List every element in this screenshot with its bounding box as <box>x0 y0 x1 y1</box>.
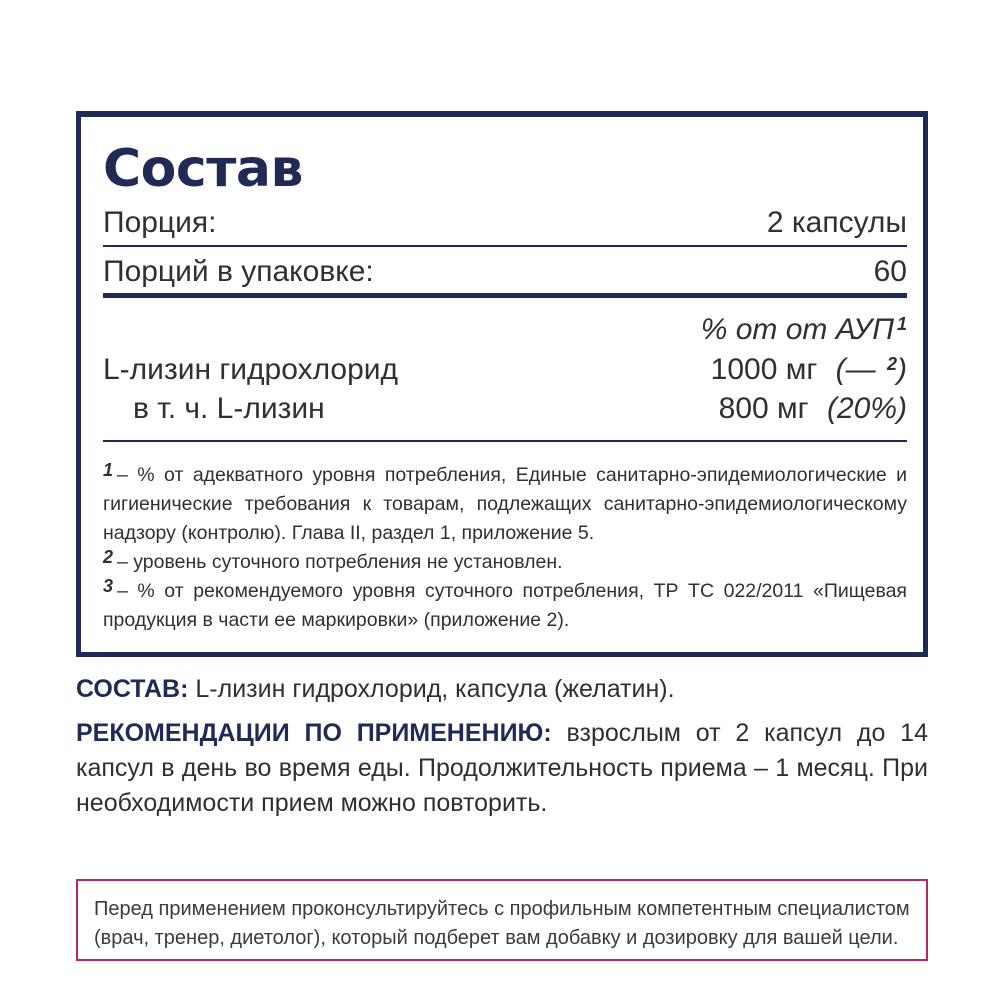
supplement-facts-panel <box>76 111 928 657</box>
warning-box <box>76 879 928 961</box>
footnote-text: – уровень суточного потребления не установлен. <box>117 551 563 573</box>
column-header-text: % от от АУП <box>700 313 894 346</box>
ingredient-percent-text: (— <box>835 353 884 386</box>
footnote <box>103 461 907 548</box>
ingredient-amount-cell <box>711 352 907 391</box>
ingredient-percent-close: ) <box>897 353 907 386</box>
footnote-mark: 3 <box>103 576 114 596</box>
composition-text: L-лизин гидрохлорид, капсула (желатин). <box>188 675 675 703</box>
ingredient-name: L-лизин гидрохлорид <box>103 353 399 386</box>
column-header-row <box>103 312 907 351</box>
servings-per-pack-row <box>103 254 907 290</box>
footnote <box>103 548 907 577</box>
ingredient-amount-cell <box>719 391 907 427</box>
composition-paragraph <box>76 672 928 707</box>
recommendations-label: РЕКОМЕНДАЦИИ ПО ПРИМЕНЕНИЮ: <box>76 719 552 747</box>
panel-title: Состав <box>103 139 303 199</box>
divider <box>103 245 907 247</box>
servings-per-pack-value: 60 <box>873 255 907 288</box>
ingredient-amount: 1000 мг <box>710 353 818 386</box>
recommendations-paragraph <box>76 716 928 821</box>
serving-row <box>103 205 907 241</box>
footnotes <box>103 461 907 635</box>
serving-value: 2 капсулы <box>766 206 907 239</box>
ingredient-amount: 800 мг <box>718 392 809 425</box>
ingredient-percent <box>836 353 907 386</box>
ingredient-percent: (20%) <box>826 392 907 425</box>
thick-divider <box>103 293 907 298</box>
column-header-note: 1 <box>896 314 907 334</box>
column-header <box>701 312 907 351</box>
footnote <box>103 577 907 635</box>
footnote-text: – % от рекомендуемого уровня суточного потребления, ТР ТС 022/2011 «Пищевая продукция в части ее маркировки» (приложение 2). <box>103 580 907 631</box>
recommendations-text: взрослым от 2 капсул до 14 капсул в день во время еды. Продолжительность приема – 1 месяц. При необходимости прием можно повторить. <box>76 719 928 817</box>
footnote-mark: 2 <box>103 547 114 567</box>
ingredient-row <box>103 352 907 391</box>
composition-block <box>76 672 928 707</box>
footnote-text: – % от адекватного уровня потребления, Единые санитарно-эпидемиологические и гигиенические требования к товарам, подлежащих санитарно-эпидемиологическому надзору (контролю). Глава II, раздел 1, приложение 5. <box>103 464 907 544</box>
ingredient-percent-note: 2 <box>886 354 897 374</box>
serving-label: Порция: <box>103 206 217 239</box>
servings-per-pack-label: Порций в упаковке: <box>103 255 374 288</box>
recommendations-block <box>76 716 928 821</box>
divider <box>103 440 907 442</box>
footnote-mark: 1 <box>103 460 114 480</box>
warning-text: Перед применением проконсультируйтесь с профильным компетентным специалистом (врач, тренер, диетолог), который подберет вам добавку и дозировку для вашей цели. <box>94 898 910 949</box>
composition-label: СОСТАВ: <box>76 675 189 703</box>
ingredient-row <box>103 391 907 427</box>
ingredient-name: в т. ч. L-лизин <box>133 392 325 425</box>
